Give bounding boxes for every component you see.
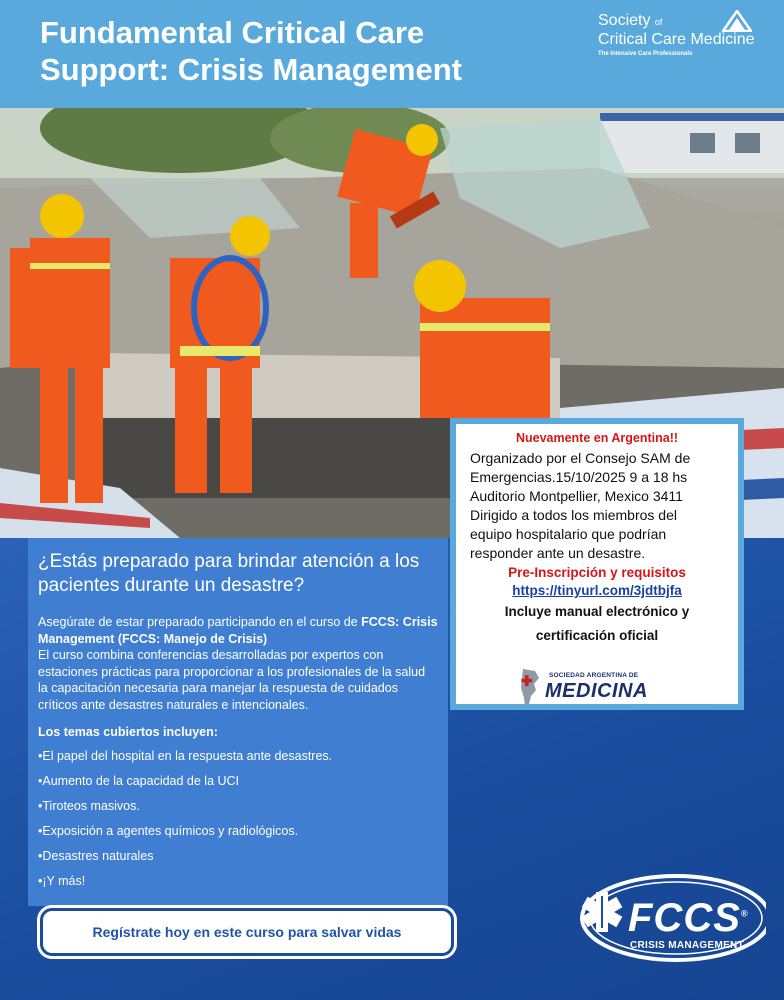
topic-item: •Tiroteos masivos. <box>38 799 140 813</box>
argentina-map-icon <box>517 668 543 708</box>
fccs-subtitle: CRISIS MANAGEMENT <box>630 940 744 951</box>
intro-rest: El curso combina conferencias desarrolladas por expertos con estaciones prácticas para proporcionar a los profesionales de la salud la capacitación necesaria para manejar la respuesta de cuidados críticos ante desastres naturales e intencionales. <box>38 648 426 712</box>
title-line-2: Support: Crisis Management <box>40 52 462 87</box>
registered-mark: ® <box>740 908 749 919</box>
info-line: Organizado por el Consejo SAM de <box>470 450 691 466</box>
manual-line: Incluye manual electrónico y <box>504 604 690 619</box>
info-line: Emergencias.15/10/2025 9 a 18 hs <box>470 469 688 485</box>
again-in-argentina: Nuevamente en Argentina!! <box>515 431 679 445</box>
info-line: responder ante un desastre. <box>470 545 646 561</box>
topic-item: •Aumento de la capacidad de la UCI <box>38 774 240 788</box>
topic-item: •Desastres naturales <box>38 849 154 863</box>
info-line: Dirigido a todos los miembros del <box>470 507 677 523</box>
sccm-of: of <box>654 17 663 27</box>
course-intro <box>38 614 438 713</box>
course-description-panel <box>28 538 448 906</box>
info-line: Auditorio Montpellier, Mexico 3411 <box>470 488 683 504</box>
title-line-1: Fundamental Critical Care <box>40 15 425 50</box>
event-info-frame <box>450 418 744 710</box>
question-heading: ¿Estás preparado para brindar atención a los pacientes durante un desastre? <box>38 551 420 596</box>
course-name: FCCS: Crisis Management (FCCS: Manejo de Crisis) <box>38 615 438 646</box>
info-line: equipo hospitalario que podrían <box>470 526 667 542</box>
sccm-society: Society <box>598 12 651 29</box>
sam-logo-small-text: SOCIEDAD ARGENTINA DE <box>549 672 639 679</box>
registration-link[interactable]: https://tinyurl.com/3jdtbjfa <box>512 583 682 598</box>
sccm-triangle-icon <box>722 10 752 32</box>
intro-prefix: Asegúrate de estar preparado participando en el curso de <box>38 615 362 629</box>
topics-title: Los temas cubiertos incluyen: <box>38 725 218 739</box>
header-banner <box>0 0 784 108</box>
fccs-wordmark: FCCS® <box>628 896 749 940</box>
sccm-tagline: The Intensive Care Professionals <box>598 51 693 57</box>
sccm-name: Critical Care Medicine <box>598 31 755 48</box>
manual-line: certificación oficial <box>535 628 659 643</box>
fccs-logo <box>566 860 766 970</box>
sam-logo-big-text: MEDICINA <box>545 680 648 702</box>
sam-logo <box>517 668 677 708</box>
topic-item: •Exposición a agentes químicos y radiológicos. <box>38 824 299 838</box>
topic-item: •El papel del hospital en la respuesta ante desastres. <box>38 749 333 763</box>
pre-inscription-label: Pre-Inscripción y requisitos <box>508 565 686 580</box>
topic-item: •¡Y más! <box>38 874 86 888</box>
page-title <box>40 14 560 88</box>
register-button[interactable]: Regístrate hoy en este curso para salvar vidas <box>40 908 454 956</box>
event-info-box <box>456 424 738 704</box>
